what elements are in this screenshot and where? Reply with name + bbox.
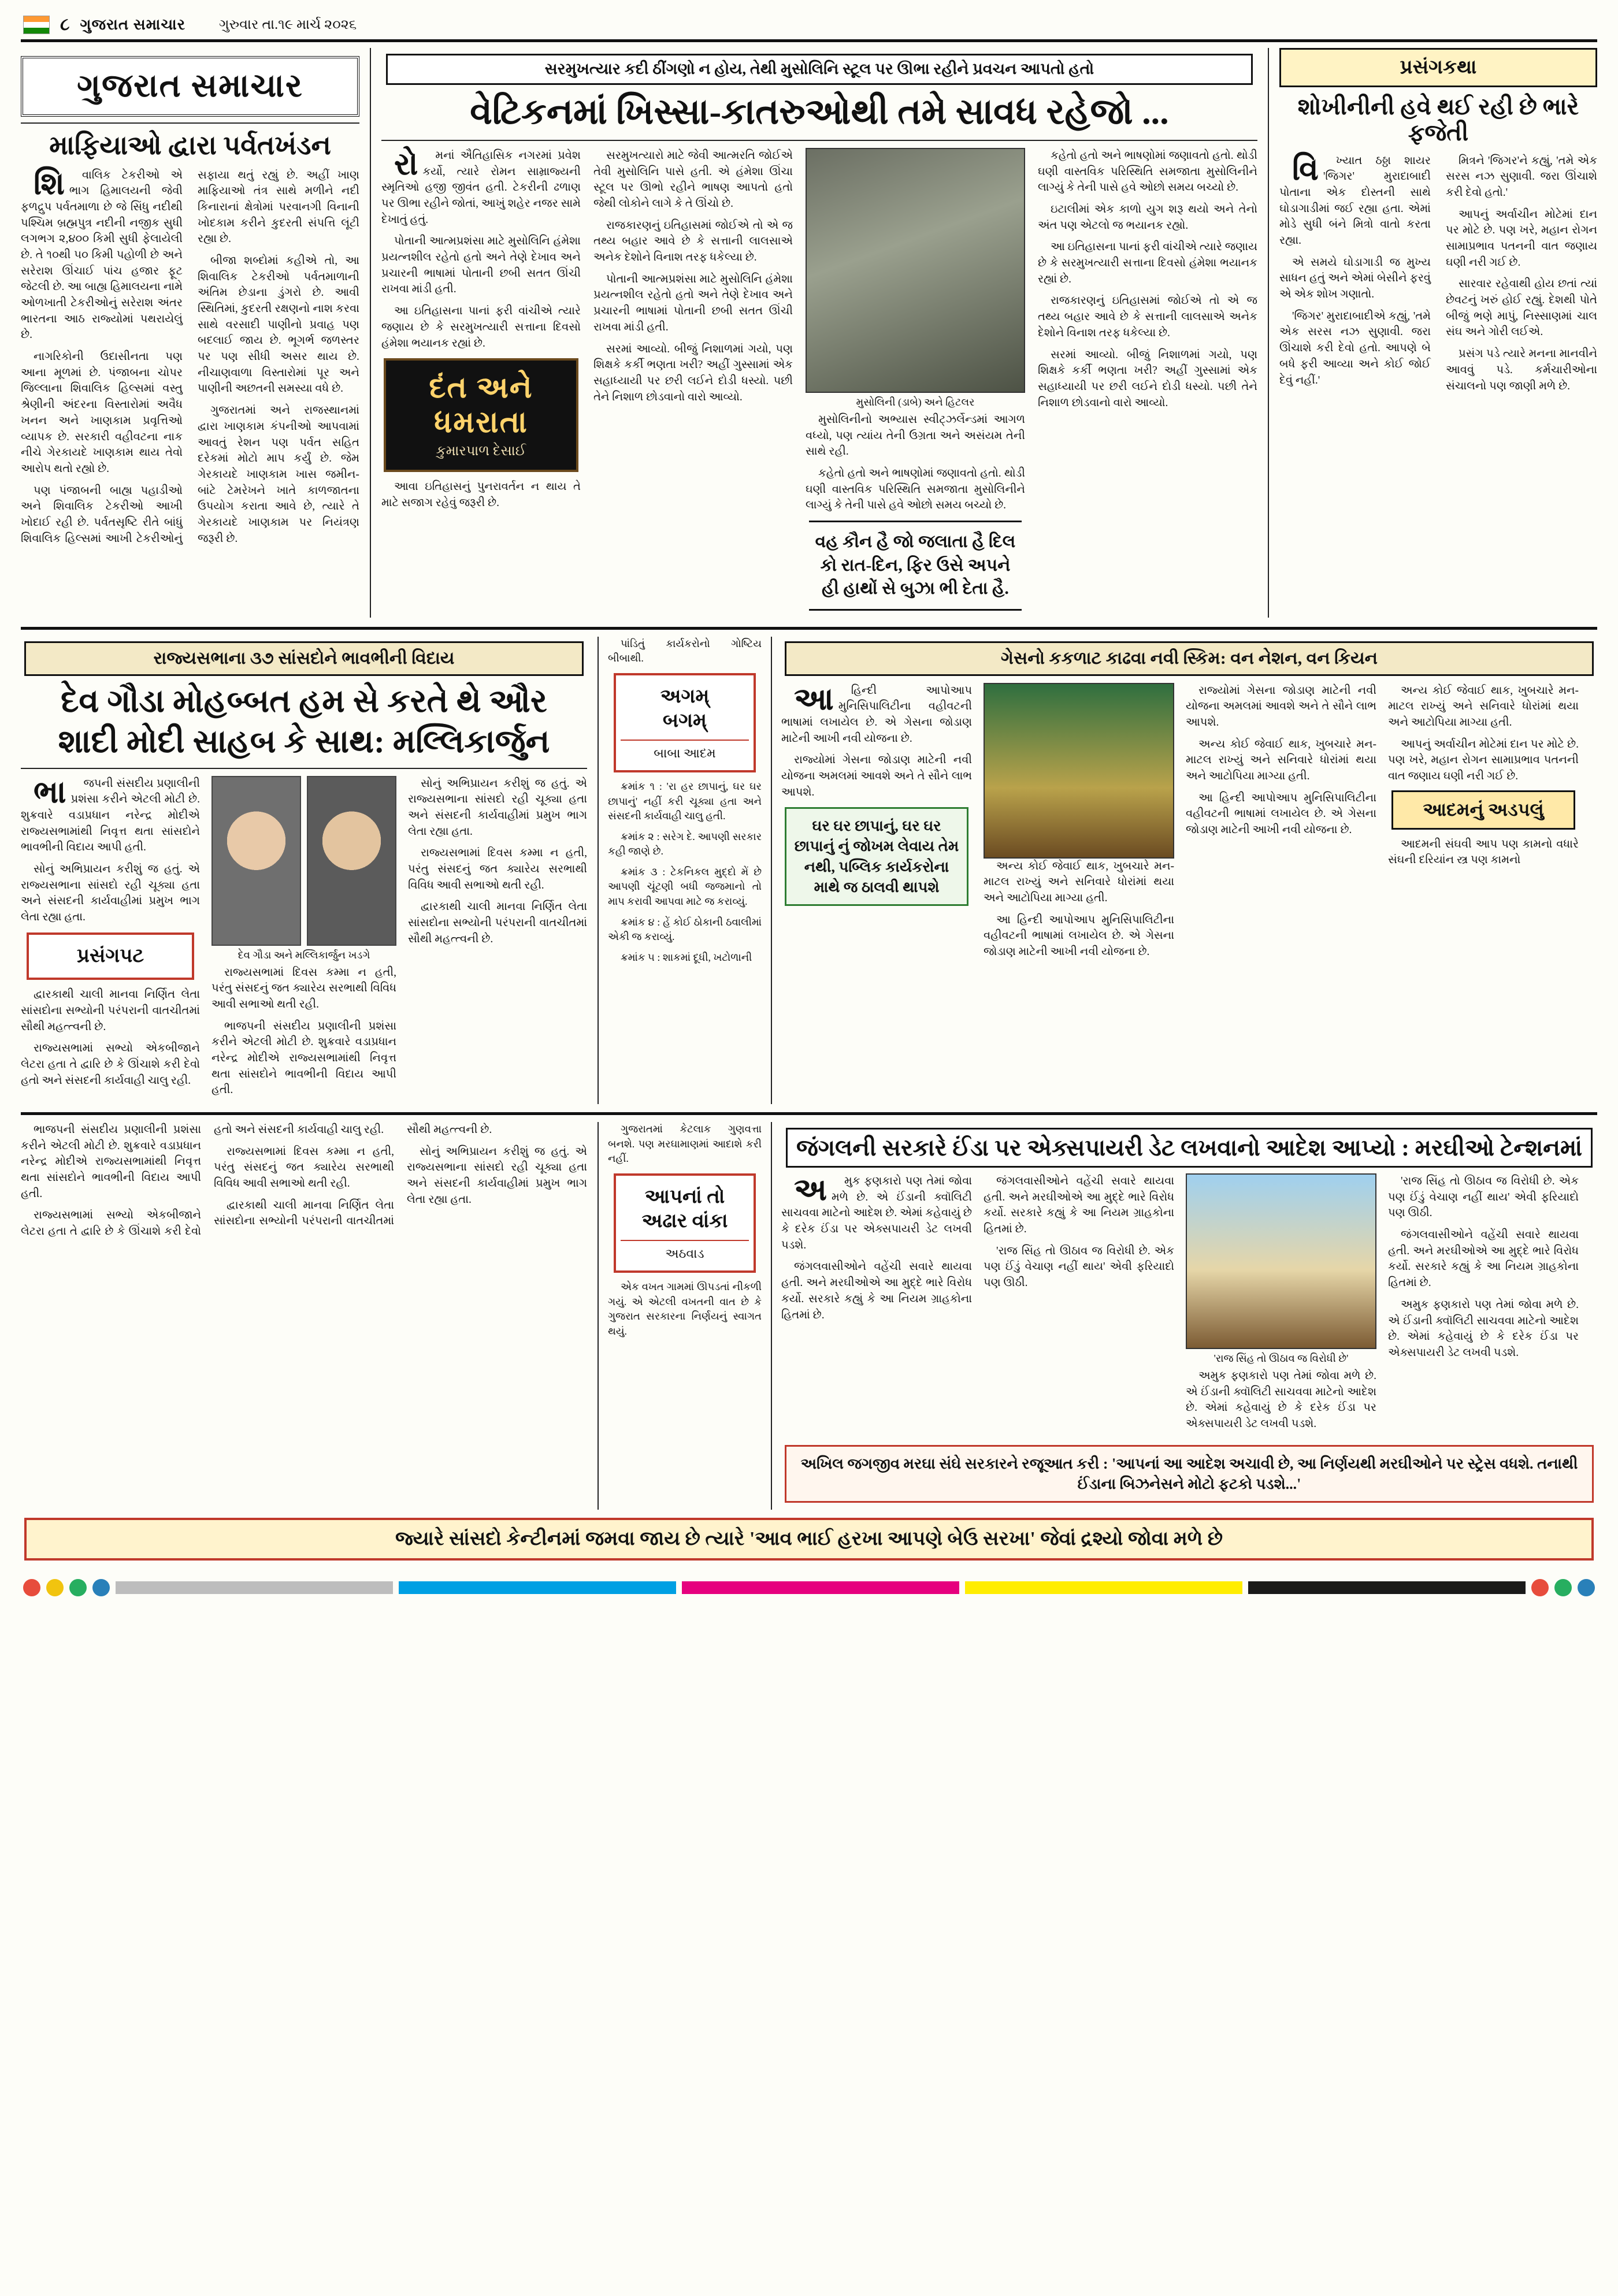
- jungle-bottom-banner: અખિલ જગજીવ મરઘા સંઘે સરકારને રજૂઆત કરી : 'આપનાં આ આદેશ અચાવી છે, આ નિર્ણયથી મરઘીઓને પર સ્ટ્રેસ વધશે. તનાથી ઈંડાના બિઝનેસને મોટો ફટકો પડશે...': [785, 1445, 1594, 1503]
- center-text-col-4: [1038, 148, 1257, 618]
- jungle-body-3: [1186, 1368, 1376, 1432]
- paragraph: અન્ય કોઈ જેવાઈ થાક, ખુબચારે મન-માટલ રાખ્યું અને સનિવારે ધોરાંમાં થયા અને આટોપિયા માગ્યા હતી.: [1388, 684, 1579, 729]
- agam-author: બાબા આદમ: [621, 740, 749, 761]
- paragraph: રાજકારણનું ઇતિહાસમાં જોઈએ તો એ જ તથ્ય બહાર આવે છે કે સત્તાની લાલસાએ અનેક દેશોને વિનાશ તરફ ધકેલ્યા છે.: [1037, 295, 1257, 339]
- gas-text-3: [1186, 683, 1376, 966]
- gas-banner: ઘર ઘર છાપાનું, ઘર ઘર છાપાનું નું જોખમ લેવાય તેમ નથી, પબ્લિક કાર્યકરોના માથે જ ઠાલવી થાપશે: [785, 807, 968, 905]
- paragraph: રાજ્યોમાં ગેસના જોડાણ માટેની નવી યોજના અમલમાં આવશે અને તે સૌને લાભ આપશે.: [781, 754, 972, 798]
- middle-section: [0, 637, 1618, 1104]
- center-body-3: [806, 412, 1025, 514]
- paragraph: વિખ્યાત ઠઠ્ઠા શાયર 'જિગર' મુરાદાબાદી પોતાના એક દોસ્તની સાથે ઘોડાગાડીમાં જઈ રહ્યા હતા. એમાં મોડે સુધી બંને મિત્રો વાતો કરતા રહ્યા.: [1279, 151, 1431, 247]
- paragraph: કહેતો હતો અને ભાષણોમાં જણાવતો હતો. થોડી ઘણી વાસ્તવિક પરિસ્થિતિ સમજાતા મુસોલિનીને લાગ્યું કે તેની પાસે હવે ઓછો સમય બચ્યો છે.: [805, 467, 1025, 512]
- paragraph: દ્વારકાથી ચાલી માનવા નિર્ણિત લેતા સાંસદોના સભ્યોની પરંપરાની વાતચીતમાં સૌથી મહત્ત્વની છે.: [214, 1124, 492, 1228]
- center-body-4: [1038, 148, 1257, 411]
- masthead-bar: [0, 0, 1618, 39]
- center-body-2: [593, 148, 793, 405]
- paragraph: 'જિગર' મુરાદાબાદીએ કહ્યું, 'તમે એક સરસ નઝ સુણાવી. જરા ઊંચાશે કરી દેવો હતો. આપણે બે બધે ફરી આવ્યા અને કોઈ જોઈ દેવું નહીં.': [1279, 310, 1431, 387]
- paragraph: એ સમયે ઘોડાગાડી જ મુખ્ય સાધન હતું અને એમાં બેસીને ફરવું એ એક શોખ ગણાતો.: [1279, 256, 1431, 301]
- prasangkatha-headline: શોખીનીની હવે થઈ રહી છે ભારે ફજેતી: [1297, 94, 1579, 146]
- prasangpat-body: [21, 987, 200, 1088]
- lead-left-headline: માફિયાઓ દ્વારા પર્વતખંડન: [49, 131, 331, 160]
- jungle-column: [772, 1122, 1597, 1510]
- reg-dot-blue-2: [1578, 1579, 1595, 1596]
- paragraph: રાજ્યોમાં ગેસના જોડાણ માટેની નવી યોજના અમલમાં આવશે અને તે સૌને લાભ આપશે.: [1186, 684, 1376, 729]
- aadam-body: [1388, 837, 1579, 868]
- lead-left-column: [21, 48, 371, 618]
- registration-marks: [0, 1569, 1618, 1602]
- paragraph: આપનું અર્વાચીન મોટેમાં દાન પર મોટે છે. પણ ખરે, મહાન રોગન સામાપ્રભાવ પતનની વાત જણાય ઘણી નરી ગઈ છે.: [1445, 208, 1597, 269]
- reg-dot-yellow: [46, 1579, 64, 1596]
- page-number: ૮: [60, 15, 70, 34]
- paragraph: સરમાં આવ્યો. બીજું નિશાળમાં ગયો, પણ શિક્ષકે કર્કી ભણતા ખરી? અહીં ગુસ્સામાં એક સહાધ્યાયી પર છરી લઈને દોડી ધસ્યો. પછી તેને નિશાળ છોડવાનો વારો આવ્યો.: [1037, 348, 1257, 409]
- agam-intro: [608, 637, 762, 666]
- paragraph: પણ પંજાબની બાહ્ય પહાડીઓ અને શિવાલિક ટેકરીઓ આખી ખોદાઈ રહી છે. પર્વતસૃષ્ટિ રીતે બાંધું શિવાલિક હિલ્સમાં આખી ટેકરીઓનું સફાયા થતું રહ્યું છે. અહીં ખાણ માફિયાઓ તંત્ર સાથે મળીને નદી કિનારાનાં ક્ષેત્રોમાં પરવાનગી વિનાની ખોદકામ કરીને કુદરતી સંપત્તિ લૂંટી રહ્યા છે.: [21, 169, 359, 545]
- paragraph: રાજ્યસભામાં દિવસ કમ્મા ન હતી, પરંતુ સંસદનું જત ક્યારેય સરભાથી વિવિધ આવી સભાઓ થતી રહી.: [408, 847, 587, 891]
- photo-mussolini-hitler: [806, 148, 1025, 393]
- paragraph: દ્વારકાથી ચાલી માનવા નિર્ણિત લેતા સાંસદોના સભ્યોની પરંપરાની વાતચીતમાં સૌથી મહત્ત્વની છે.: [21, 989, 200, 1033]
- reg-dot-red-2: [1531, 1579, 1549, 1596]
- paragraph: ક્રમાંક ૧ : 'રા હર છાપાનું, ઘર ઘર છાપાનું' નહીં કરી ચૂક્યા હતા અને સંસદની કાર્યવાહી ચાલુ હતી.: [608, 781, 762, 822]
- jungle-text-1: [781, 1173, 972, 1438]
- bottom-left-filler: [21, 1122, 599, 1510]
- aapna-author: અઠવાડ: [621, 1240, 749, 1262]
- paragraph: 'રાજ સિંહ તો ઊઠાવ જ વિરોધી છે. એક પણ ઈંડું વેચાણ નહીં થાય' એવી ફરિયાદો પણ ઊઠી.: [1388, 1175, 1579, 1220]
- photo-hen-cartoon: [1186, 1173, 1376, 1349]
- reg-dot-green: [69, 1579, 87, 1596]
- paragraph: રાજ્યસભામાં સભ્યો એકબીજાને લેટરા હતા તે દ્વારિ છે કે ઊંચાશે કરી દેવો હતો અને સંસદની કાર્યવાહી ચાલુ રહી.: [21, 1124, 384, 1238]
- paragraph: ગુજરાતમાં અને રાજસ્થાનમાં દ્વારા ખાણકામ કંપનીઓ આપવામાં આવતું રેશન પણ પર્વત સહિત દરેકમાં મોટો માપ કર્યું છે. જેમ ગેરકાયદે ખાણકામ ખાસ જમીન-બાંટે ટેમરેખને ખાતે કાળજાતના ઉપયોગ કરાતા આવે છે, ત્યારે તે ગેરકાયદે ખાણકામ પર નિયંત્રણ જરૂરી છે.: [197, 404, 359, 545]
- ad-author: કુમારપાળ દેસાઈ: [436, 444, 526, 459]
- paragraph: દ્વારકાથી ચાલી માનવા નિર્ણિત લેતા સાંસદોના સભ્યોની પરંપરાની વાતચીતમાં સૌથી મહત્ત્વની છે.: [408, 901, 587, 945]
- paragraph: જંગલવાસીઓને વહેંચી સવારે થાયવા હતી. અને મરઘીઓએ આ મુદ્દે ભારે વિરોધ કર્યો. સરકારે કહ્યું કે આ નિયમ ગ્રાહકોના હિતમાં છે.: [781, 1261, 972, 1321]
- photo-pair: [211, 776, 396, 946]
- footer-quote: જ્યારે સાંસદો કેન્ટીનમાં જમવા જાય છે ત્યારે 'આવ ભાઈ હરખા આપણે બેઉ સરખા' જેવાં દ્રશ્યો જોવા મળે છે: [24, 1518, 1594, 1561]
- paragraph: આવા ઇતિહાસનું પુનરાવર્તન ન થાય તે માટે સજાગ રહેવું જરૂરી છે.: [381, 481, 581, 509]
- prasangpat-title: પ્રસંગપટ: [76, 945, 144, 967]
- center-text-col-1: [381, 148, 581, 618]
- mid-rule: [21, 627, 1597, 630]
- gas-body-1: [781, 683, 972, 801]
- agam-title-2: બગમ્: [662, 710, 707, 732]
- reg-bar-yellow: [965, 1581, 1242, 1594]
- paragraph: રાજ્યસભામાં દિવસ કમ્મા ન હતી, પરંતુ સંસદનું જત ક્યારેય સરભાથી વિવિધ આવી સભાઓ થતી રહી.: [214, 1145, 394, 1190]
- rajyasabha-headline-1: દેવ ગૌડા મોહબ્બત હમ સે કરતે થે ઔર: [61, 683, 547, 719]
- photo-gas-scene: [984, 683, 1174, 859]
- paragraph: જંગલવાસીઓને વહેંચી સવારે થાયવા હતી. અને મરઘીઓએ આ મુદ્દે ભારે વિરોધ કર્યો. સરકારે કહ્યું કે આ નિયમ ગ્રાહકોના હિતમાં છે.: [1388, 1229, 1579, 1290]
- date-line: ગુરુવાર તા.૧૯ માર્ચ ૨૦૨૬: [219, 17, 357, 32]
- jungle-body-2: [984, 1173, 1174, 1291]
- paragraph: ભાજપની સંસદીય પ્રણાલીની પ્રશંસા કરીને એટલી મોટી છે. શુક્રવારે વડાપ્રધાન નરેન્દ્ર મોદીએ રાજ્યસભામાંથી નિવૃત્ત થતા સાંસદોને ભાવભીની વિદાય આપી હતી.: [21, 1124, 201, 1200]
- center-photo-col: [806, 148, 1025, 618]
- paragraph: સારવાર રહેવાથી હોય છતાં ત્યાં છેવટનું ખરું હોઈ રહ્યું. દેશથી પોતે બીજું ભણે માપું, નિસ્સાણમાં ચાલ સંઘ અને ગોરી લઈએ.: [1445, 278, 1597, 339]
- prasangkatha-body: [1279, 153, 1597, 397]
- paragraph: અમુક ફણકારો પણ તેમાં જોવા મળે છે. એ ઈંડાની ક્વૉલિટી સાચવવા માટેનો આદેશ છે. એમાં કહેવાયું છે કે દરેક ઈંડા પર એક્સપાયરી ડેટ લખવી પડશે.: [1388, 1298, 1579, 1359]
- paragraph: પાંડિતું કાર્યકરોનો ગોષ્ટિય બીબાથી.: [608, 637, 762, 664]
- flag-icon: [23, 16, 50, 34]
- prasangpat-box: [27, 932, 194, 980]
- paragraph: આપનું અર્વાચીન મોટેમાં દાન પર મોટે છે. પણ ખરે, મહાન રોગન સામાપ્રભાવ પતનની વાત જણાય ઘણી નરી ગઈ છે.: [1388, 738, 1579, 783]
- rajyasabha-body-1: [21, 776, 200, 926]
- aapna-top-body: [608, 1122, 762, 1166]
- photo-dev-gowda: [211, 776, 301, 946]
- pull-quote: વહ કૌન હૈ જો જલાતા હૈ દિલ કો રાત-દિન, ફિર ઉસે અપને હી હાથોં સે બુઝા ભી દેતા હૈ.: [809, 521, 1022, 611]
- gas-text-1: [781, 683, 972, 966]
- paragraph: ભાજપની સંસદીય પ્રણાલીની પ્રશંસા કરીને એટલી મોટી છે. શુક્રવારે વડાપ્રધાન નરેન્દ્ર મોદીએ રાજ્યસભામાંથી નિવૃત્ત થતા સાંસદોને ભાવભીની વિદાય આપી હતી.: [211, 1020, 396, 1097]
- paragraph: ઇટાલીમાં એક કાળો યુગ શરૂ થયો અને તેનો અંત પણ એટલો જ ભયાનક રહ્યો.: [1037, 203, 1257, 232]
- paragraph: એક વખત ગામમાં ઊપડતાં નીકળી ગયું. એ એટલી વખતની વાત છે કે ગુજરાત સરકારના નિર્ણયનું સ્વાગત થયું.: [608, 1281, 762, 1337]
- masthead-logo: [21, 56, 359, 117]
- rajyasabha-headline-2: શાદી મોદી સાહબ કે સાથ: મલ્લિકાર્જુન: [58, 724, 550, 760]
- aadam-col: [1388, 683, 1579, 966]
- reg-bar-grey: [116, 1581, 393, 1594]
- aapna-title-1: આપનાં તો: [644, 1186, 725, 1208]
- logo-text: ગુજરાત સમાચાર: [77, 68, 303, 104]
- agam-bagam-box: [614, 673, 756, 773]
- gas-kicker: ગેસનો કકળાટ કાઢવા નવી સ્કિમ: વન નેશન, વન કિયન: [785, 641, 1594, 676]
- aadam-title: આદમનું અડપલું: [1391, 790, 1575, 830]
- top-section: [0, 48, 1618, 618]
- reg-bar-cyan: [399, 1581, 676, 1594]
- aapna-to-box: [614, 1173, 756, 1273]
- jungle-photo-col: [1186, 1173, 1376, 1438]
- center-body-1b: [381, 479, 581, 511]
- paragraph: અમુક ફણકારો પણ તેમાં જોવા મળે છે. એ ઈંડાની ક્વૉલિટી સાચવવા માટેનો આદેશ છે. એમાં કહેવાયું છે કે દરેક ઈંડા પર એક્સપાયરી ડેટ લખવી પડશે.: [781, 1172, 972, 1251]
- paragraph: નાગરિકોની ઉદાસીનતા પણ આના મૂળમાં છે. પંજાબના ચોપર જિલ્લાના શિવાલિક હિલ્સમાં વસ્તુ શ્રેણીની અંદરના વિસ્તારોમાં અવૈધ ખનન અને ખાણકામ પ્રવૃત્તિઓ વ્યાપક છે. સરકારી વહીવટના નાક નીચે ગેરકાયદે ખાણકામ થાય તેવો આરોપ થતો રહ્યો છે.: [21, 351, 183, 475]
- rajyasabha-kicker: રાજ્યસભાના ૩૭ સાંસદોને ભાવભીની વિદાય: [24, 641, 584, 676]
- reg-bar-black: [1248, 1581, 1526, 1594]
- agam-body: [608, 779, 762, 965]
- agam-title-1: અગમ્: [660, 685, 710, 707]
- bottom-left-body: [21, 1122, 587, 1240]
- paragraph: જંગલવાસીઓને વહેંચી સવારે થાયવા હતી. અને મરઘીઓએ આ મુદ્દે ભારે વિરોધ કર્યો. સરકારે કહ્યું કે આ નિયમ ગ્રાહકોના હિતમાં છે.: [984, 1175, 1174, 1236]
- paragraph: સોનું અભિપ્રાયન કરીશું જ હતું. એ રાજ્યસભાના સાંસદો રહી ચૂક્યા હતા અને સંસદની કાર્યવાહીમાં પ્રમુખ ભાગ લેતા રહ્યા હતા.: [21, 863, 200, 924]
- lead-left-body: [21, 168, 359, 550]
- paragraph: પોતાની આત્મપ્રશંસા માટે મુસોલિનિ હંમેશા પ્રયત્નશીલ રહેતો હતો અને તેણે દેખાવ અને પ્રચારની ભાષામાં પોતાની છબી સતત ઊંચી રાખવા માંડી હતી.: [381, 235, 581, 296]
- paragraph: ભાજપની સંસદીય પ્રણાલીની પ્રશંસા કરીને એટલી મોટી છે. શુક્રવારે વડાપ્રધાન નરેન્દ્ર મોદીએ રાજ્યસભામાંથી નિવૃત્ત થતા સાંસદોને ભાવભીની વિદાય આપી હતી.: [21, 774, 200, 854]
- rajyasabha-body-3: [408, 776, 587, 948]
- reg-bar-magenta: [682, 1581, 959, 1594]
- reg-dot-green-2: [1554, 1579, 1572, 1596]
- paragraph: રાજકારણનું ઇતિહાસમાં જોઈએ તો એ જ તથ્ય બહાર આવે છે કે સત્તાની લાલસાએ અનેક દેશોને વિનાશ તરફ ધકેલ્યા છે.: [593, 219, 793, 264]
- paragraph: આ હિન્દી આપોઆપ મુનિસિપાલિટીના વહીવટની ભાષામાં લખાયેલ છે. એ ગેસના જોડાણ માટેની આખી નવી યોજના છે.: [984, 913, 1174, 958]
- paragraph: રાજ્યસભામાં દિવસ કમ્મા ન હતી, પરંતુ સંસદનું જત ક્યારેય સરભાથી વિવિધ આવી સભાઓ થતી રહી.: [211, 966, 396, 1010]
- jungle-body-1: [781, 1173, 972, 1323]
- paragraph: ક્રમાંક ૪ : હેં કોઈ ઠોકાની ઠવાલીમાં એકી જ કરાવ્યું.: [608, 916, 762, 943]
- aapna-to-column: [599, 1122, 772, 1510]
- prasangkatha-title: પ્રસંગકથા: [1279, 48, 1597, 87]
- paragraph: રાજ્યસભામાં સભ્યો એકબીજાને લેટરા હતા તે દ્વારિ છે કે ઊંચાશે કરી દેવો હતો અને સંસદની કાર્યવાહી ચાલુ રહી.: [21, 1042, 200, 1087]
- paragraph: આ હિન્દી આપોઆપ મુનિસિપાલિટીના વહીવટની ભાષામાં લખાયેલ છે. એ ગેસના જોડાણ માટેની આખી નવી યોજના છે.: [1186, 792, 1376, 837]
- gas-photo-col: [984, 683, 1174, 966]
- paragraph: રોમનાં ઐતિહાસિક નગરમાં પ્રવેશ કર્યો, ત્યારે રોમન સામ્રાજ્યની સ્મૃતિઓ હજી જીવંત હતી. ટેકરીની ઢળાણ પર ઊભા રહીને જોતાં, આખું શહેર નજર સામે દેખાતું હતું.: [381, 146, 581, 226]
- center-text-col-2: [593, 148, 793, 618]
- paragraph: આ ઇતિહાસના પાનાં ફરી વાંચીએ ત્યારે જણાય છે કે સરમુખત્યારી સત્તાના દિવસો હંમેશા ભયાનક રહ્યાં છે.: [1037, 241, 1257, 285]
- rajyasabha-text-3: [408, 776, 587, 1105]
- paragraph: સોનું અભિપ્રાયન કરીશું જ હતું. એ રાજ્યસભાના સાંસદો રહી ચૂક્યા હતા અને સંસદની કાર્યવાહીમાં પ્રમુખ ભાગ લેતા રહ્યા હતા.: [407, 1145, 587, 1206]
- paragraph: ગુજરાતમાં કેટલાક ગુણવત્તા બનશે. પણ મરઘામાણમાં આદાશે કરી નહીં.: [608, 1123, 762, 1165]
- rajyasabha-body-2: [211, 965, 396, 1099]
- photo-caption: મુસોલિની (ડાબે) અને હિટલર: [856, 396, 975, 408]
- agam-bagam-column: [599, 637, 772, 1104]
- prasangkatha-column: [1269, 48, 1597, 618]
- reg-dot-red: [23, 1579, 40, 1596]
- rajyasabha-text-1: [21, 776, 200, 1105]
- photo-caption: દેવ ગૌડા અને મલ્લિકાર્જુન ખડગે: [237, 949, 370, 961]
- photo-kharge: [307, 776, 396, 946]
- paragraph: મિત્રને 'જિગર'ને કહ્યું, 'તમે એક સરસ નઝ સુણાવી. જરા ઊંચાશે કરી દેવો હતો.': [1445, 154, 1597, 199]
- book-advertisement[interactable]: [384, 358, 578, 472]
- rajyasabha-column: [21, 637, 599, 1104]
- rajyasabha-photos: [211, 776, 396, 1105]
- paragraph: અમુક ફણકારો પણ તેમાં જોવા મળે છે. એ ઈંડાની ક્વૉલિટી સાચવવા માટેનો આદેશ છે. એમાં કહેવાયું છે કે દરેક ઈંડા પર એક્સપાયરી ડેટ લખવી પડશે.: [1186, 1370, 1376, 1431]
- aapna-title-2: અઢાર વાંકા: [641, 1210, 728, 1232]
- gas-body-2: [984, 859, 1174, 960]
- paragraph: મુસોલિનીનો અભ્યાસ સ્વીટ્ઝર્લેન્ડમાં આગળ વધ્યો, પણ ત્યાંય તેની ઉગ્રતા અને અસંયમ તેની સાથે રહી.: [805, 413, 1025, 458]
- center-body-1: [381, 148, 581, 351]
- jungle-text-2: [984, 1173, 1174, 1438]
- jungle-body-4: [1388, 1173, 1579, 1361]
- ad-title: દંત અને ધમરાતા: [429, 371, 533, 440]
- gas-story-column: [772, 637, 1597, 1104]
- paragraph: ક્રમાંક ૨ : સરેગ દે. આપણી સરકાર કહી જાણે છે.: [608, 830, 762, 857]
- lead-center-column: [371, 48, 1269, 618]
- photo-caption: 'રાજ સિંહ તો ઊઠાવ જ વિરોધી છે': [1214, 1353, 1349, 1365]
- top-rule: [21, 39, 1597, 42]
- paper-name-small: ગુજરાત સમાચાર: [80, 16, 186, 33]
- jungle-headline: જંગલની સરકારે ઈંડા પર એક્સપાયરી ડેટ લખવાનો આદેશ આપ્યો : મરઘીઓ ટેન્શનમાં: [786, 1128, 1593, 1168]
- bottom-section: [0, 1122, 1618, 1510]
- jungle-text-4: [1388, 1173, 1579, 1438]
- paragraph: આ ઇતિહાસના પાનાં ફરી વાંચીએ ત્યારે જણાય છે કે સરમુખત્યારી સત્તાના દિવસો હંમેશા ભયાનક રહ્યાં છે.: [381, 305, 581, 350]
- paragraph: ક્રમાંક ૩ : ટેકનિકલ મુદ્દો મેં છે આપણી ચૂંટણી બધી જજમાનો તો માપ કરાવી આપવા માટે જ કરાવ્યું.: [608, 865, 762, 907]
- paragraph: સરમુખત્યારો માટે જેવી આત્મરતિ જોઈએ તેવી મુસોલિનિ પાસે હતી. એ હંમેશા ઊંચા સ્ટૂલ પર ઊભો રહીને ભાષણ આપતો હતો જેથી લોકોને લાગે કે તે ઊંચો છે.: [593, 149, 793, 210]
- aapna-body: [608, 1280, 762, 1339]
- paragraph: બીજા શબ્દોમાં કહીએ તો, આ શિવાલિક ટેકરીઓ પર્વતમાળાની અંતિમ છેડાના ડુંગરો છે. આવી સ્થિતિમાં, કુદરતી રક્ષણનો નાશ કરવા સાથે વરસાદી પાણીનો પ્રવાહ પણ બદલાઈ જાય છે. ભૂગર્ભ જળસ્તર પર પણ સીધી અસર થાય છે. નીચાણવાળા વિસ્તારોમાં પૂર અને પાણીની અછતની સમસ્યા વધે છે.: [197, 254, 359, 395]
- paragraph: અન્ય કોઈ જેવાઈ થાક, ખુબચારે મન-માટલ રાખ્યું અને સનિવારે ધોરાંમાં થયા અને આટોપિયા માગ્યા હતી.: [984, 860, 1174, 904]
- paragraph: પ્રસંગ પડે ત્યારે મનના માનવીને આવવું પડે. કર્મચારીઓના સંચાલનો પણ જાણી મળે છે.: [1445, 348, 1597, 392]
- lower-rule: [21, 1112, 1597, 1115]
- aadam-top-body: [1388, 683, 1579, 785]
- paragraph: પોતાની આત્મપ્રશંસા માટે મુસોલિનિ હંમેશા પ્રયત્નશીલ રહેતો હતો અને તેણે દેખાવ અને પ્રચારની ભાષામાં પોતાની છબી સતત ઊંચી રાખવા માંડી હતી.: [593, 273, 793, 333]
- paragraph: આહિન્દી આપોઆપ મુનિસિપાલિટીના વહીવટની ભાષામાં લખાયેલ છે. એ ગેસના જોડાણ માટેની આખી નવી યોજના છે.: [781, 681, 972, 745]
- gas-body-3: [1186, 683, 1376, 838]
- paragraph: આદમની સંઘવી આપ પણ કામનો વધારે સંઘની દરિયાંન સ્ત્ર પણ કામનો: [1388, 838, 1579, 867]
- paragraph: અન્ય કોઈ જેવાઈ થાક, ખુબચારે મન-માટલ રાખ્યું અને સનિવારે ધોરાંમાં થયા અને આટોપિયા માગ્યા હતી.: [1186, 738, 1376, 783]
- paragraph: સોનું અભિપ્રાયન કરીશું જ હતું. એ રાજ્યસભાના સાંસદો રહી ચૂક્યા હતા અને સંસદની કાર્યવાહીમાં પ્રમુખ ભાગ લેતા રહ્યા હતા.: [408, 777, 587, 838]
- reg-dot-blue: [92, 1579, 110, 1596]
- paragraph: કહેતો હતો અને ભાષણોમાં જણાવતો હતો. થોડી ઘણી વાસ્તવિક પરિસ્થિતિ સમજાતા મુસોલિનીને લાગ્યું કે તેની પાસે હવે ઓછો સમય બચ્યો છે.: [1037, 149, 1257, 194]
- lead-center-headline: વેટિકનમાં ખિસ્સા-કાતરુઓથી તમે સાવધ રહેજો ...: [470, 92, 1169, 132]
- paragraph: સરમાં આવ્યો. બીજું નિશાળમાં ગયો, પણ શિક્ષકે કર્કી ભણતા ખરી? અહીં ગુસ્સામાં એક સહાધ્યાયી પર છરી લઈને દોડી ધસ્યો. પછી તેને નિશાળ છોડવાનો વારો આવ્યો.: [593, 343, 793, 403]
- paragraph: ક્રમાંક ૫ : શાકમાં દૂધી, ખટોળાની: [621, 951, 752, 963]
- paragraph: શિવાલિક ટેકરીઓ એ ભાગ હિમાલયની જેવી ફળદ્રુપ પર્વતમાળા છે જે સિંધુ નદીથી પશ્ચિમ બ્રહ્મપુત્ર નદીની નજીક સુધી લગભગ ૨,૪૦૦ કિમી સુધી ફેલાયેલી છે. તે ૧૦થી ૫૦ કિમી પહોળી છે અને સરેરાશ ઊંચાઈ પાંચ હજાર ફૂટ જેટલી છે. આ બાહ્ય હિમાલયના નામે ઓળખાતી ટેકરીઓનું સરેરાશ અંતર ભારતના આઠ રાજ્યોમાં પથરાયેલું છે.: [21, 166, 183, 341]
- paragraph: 'રાજ સિંહ તો ઊઠાવ જ વિરોધી છે. એક પણ ઈંડું વેચાણ નહીં થાય' એવી ફરિયાદો પણ ઊઠી.: [984, 1244, 1174, 1290]
- lead-center-kicker: સરમુખત્યાર કદી ઠીંગણો ન હોય, તેથી મુસોલિનિ સ્ટૂલ પર ઊભા રહીને પ્રવચન આપતો હતો: [386, 54, 1253, 85]
